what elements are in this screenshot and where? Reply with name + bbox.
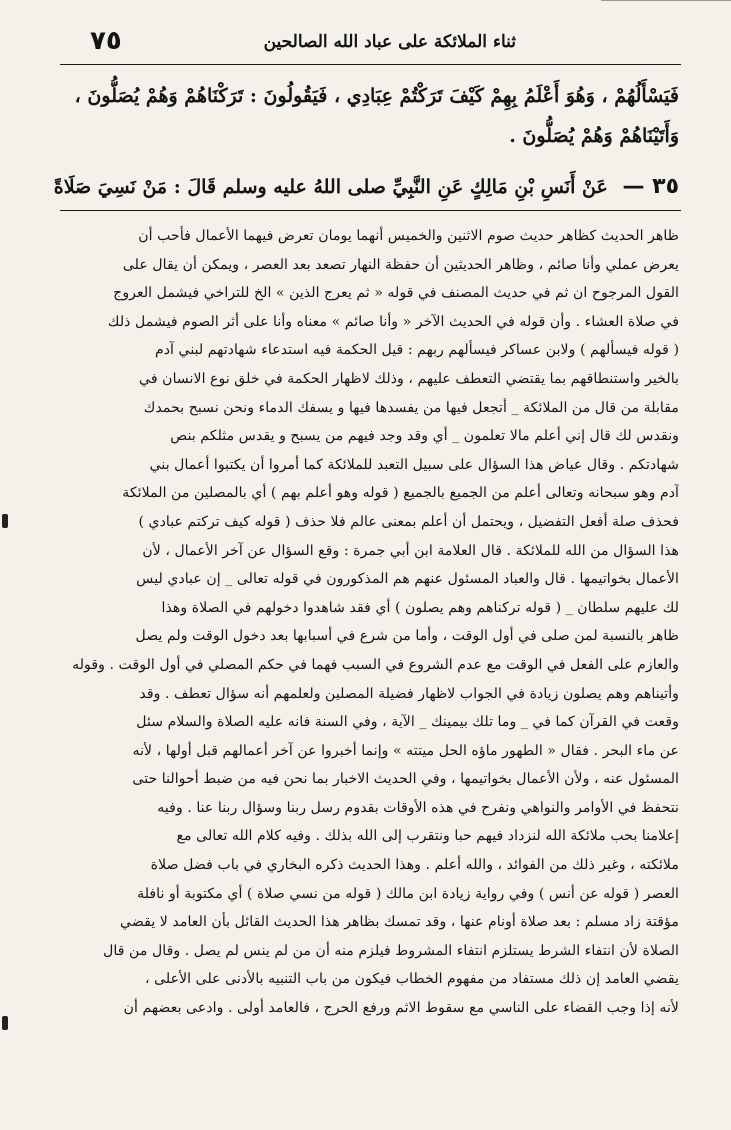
commentary-line: ظاهر الحديث كظاهر حديث صوم الاثنين والخميس أنهما يومان تعرض فيهما الأعمال فأحب أن — [138, 228, 679, 244]
commentary-line: ونقدس لك قال إني أعلم مالا تعلمون _ أي وقد وجد فيهم من يسبح و يقدس مثلكم بنص — [170, 428, 679, 445]
commentary-line: في صلاة العشاء . وأن قوله في الحديث الآخر « وأنا صائم » معناه وأنا على أثر الصوم فيشمل ذلك — [107, 313, 679, 330]
quote-line: وَأَتَيْنَاهُمْ وَهُمْ يُصَلُّونَ . — [509, 125, 679, 147]
page-number: ٧٥ — [90, 26, 122, 56]
hadith-opening: عَنْ أَنَسِ بْنِ مَالِكٍ عَنِ النَّبِيِّ صلى اللهُ عليه وسلم قَالَ : مَنْ نَسِيَ صَلَاةً — [53, 176, 608, 198]
hadith-number: ٣٥ — — [622, 174, 679, 199]
hadith-text-continuation — [62, 76, 679, 156]
header-rule — [60, 64, 681, 65]
commentary-line: شهادتكم . وقال عياض هذا السؤال على سبيل التعبد للملائكة كما أمروا أن يكتبوا أعمال بني — [149, 456, 679, 473]
commentary-line: الأعمال بخواتيمها . قال والعباد المسئول عنهم هم المذكورون في قوله تعالى _ إن عبادي ليس — [136, 571, 679, 588]
margin-mark — [2, 514, 8, 528]
commentary-line: والعازم على الفعل في الوقت مع عدم الشروع في السبب فهما في حكم المصلي في أول الوقت . وقوله — [72, 656, 679, 673]
margin-mark — [2, 1016, 8, 1030]
commentary-line: القول المرجوح ان ثم في حديث المصنف في قوله « ثم يعرج الذين » الخ للتراخي فيشمل العروج — [113, 285, 679, 302]
commentary-line: الصلاة لأن انتفاء الشرط يستلزم انتفاء المشروط فيلزم منه أن من لم ينس لم يصل . وقال من قال — [103, 942, 679, 959]
commentary-line: لأنه إذا وجب القضاء على الناسي مع سقوط الاثم ورفع الحرج ، فالعامد أولى . وادعى بعضهم أن — [123, 1000, 679, 1017]
commentary-line: ( قوله فيسألهم ) ولابن عساكر فيسألهم ربهم : قيل الحكمة فيه استدعاء شهادتهم لبني آدم — [154, 342, 679, 359]
running-title: ثناء الملائكة على عباد الله الصالحين — [263, 32, 516, 52]
commentary-line: المسئول عنه ، ولأن الأعمال بخواتيمها ، وفي الحديث الاخبار بما نحن فيه من ضبط أحوالنا حتى — [132, 771, 679, 788]
commentary-line: لك عليهم سلطان _ ( قوله تركناهم وهم يصلون ) أي فقد شاهدوا دخولهم في الصلاة وهذا — [161, 599, 679, 616]
commentary-line: العصر ( قوله عن أنس ) وفي رواية زيادة ابن مالك ( قوله من نسي صلاة ) أي مكتوبة أو نافلة — [137, 885, 679, 902]
hadith-heading — [53, 170, 679, 204]
commentary-line: يقضي العامد إن ذلك مستفاد من مفهوم الخطاب فيكون من باب التنبيه بالأدنى على الأعلى ، — [145, 971, 679, 988]
commentary-line: ظاهر بالنسبة لمن صلى في أول الوقت ، وأما من شرع في أسبابها بعد دخول الوقت ولم يصل — [135, 628, 679, 645]
section-rule — [60, 210, 681, 211]
commentary-line: آدم وهو سبحانه وتعالى أعلم من الجميع بالجميع ( قوله وهو أعلم بهم ) أي بالمصلين من الملائكة — [122, 485, 679, 502]
commentary-line: نتحفظ في الأوامر والنواهي ونفرح في هذه الأوقات بقدوم رسل ربنا وسؤال ربنا عنا . وفيه — [157, 799, 679, 816]
page-edge — [601, 0, 731, 5]
commentary-line: ملائكته ، وغير ذلك من الفوائد ، والله أعلم . وهذا الحديث ذكره البخاري في باب فضل صلاة — [150, 857, 679, 874]
commentary-line: مقابلة من قال من الملائكة _ أتجعل فيها من يفسدها فيها و يسفك الدماء ونحن نسبح بحمدك — [143, 399, 679, 416]
commentary-block — [62, 222, 679, 1023]
commentary-line: يعرض عملي وأنا صائم ، وظاهر الحديثين أن حفظة النهار تصعد بعد العصر ، ويمكن أن يقال على — [122, 256, 679, 273]
page-header — [60, 22, 681, 62]
commentary-line: هذا السؤال من الله للملائكة . قال العلامة ابن أبي جمرة : وقع السؤال عن آخر الأعمال ، لأن — [142, 542, 679, 559]
commentary-line: فحذف صلة أفعل التفضيل ، ويحتمل أن أعلم بمعنى عالم فلا حذف ( قوله كيف تركتم عبادي ) — [138, 513, 679, 530]
commentary-line: مؤقتة زاد مسلم : بعد صلاة أونام عنها ، وقد تمسك بظاهر هذا الحديث القائل بأن العامد لا يقضي — [120, 914, 679, 931]
commentary-line: بالخير واستنطاقهم بما يقتضي التعطف عليهم ، وذلك لاظهار الحكمة في خلق نوع الانسان في — [139, 370, 679, 387]
quote-line: فَيَسْأَلُهُمْ ، وَهُوَ أَعْلَمُ بِهِمْ كَيْفَ تَرَكْتُمْ عِبَادِي ، فَيَقُولُونَ : تَرَكْنَاهُمْ وَهُمْ يُصَلُّونَ ، — [74, 85, 679, 107]
commentary-line: وأتيناهم وهم يصلون زيادة في الجواب لاظهار فضيلة المصلين ولعلمهم أنه سؤال تعطف . وقد — [139, 685, 679, 702]
commentary-line: وقعت في القرآن كما في _ وما تلك بيمينك _ الآية ، وفي السنة فانه عليه الصلاة والسلام سئل — [136, 714, 679, 731]
commentary-line: إعلامنا بحب ملائكة الله لنزداد فيهم حبا ونتقرب إلى الله بذلك . وفيه كلام الله تعالى مع — [176, 828, 679, 845]
commentary-line: عن ماء البحر . فقال « الطهور ماؤه الحل ميتته » وإنما أخبروا عن آخر أعمالهم قبل أولها ، لأنه — [132, 742, 679, 759]
